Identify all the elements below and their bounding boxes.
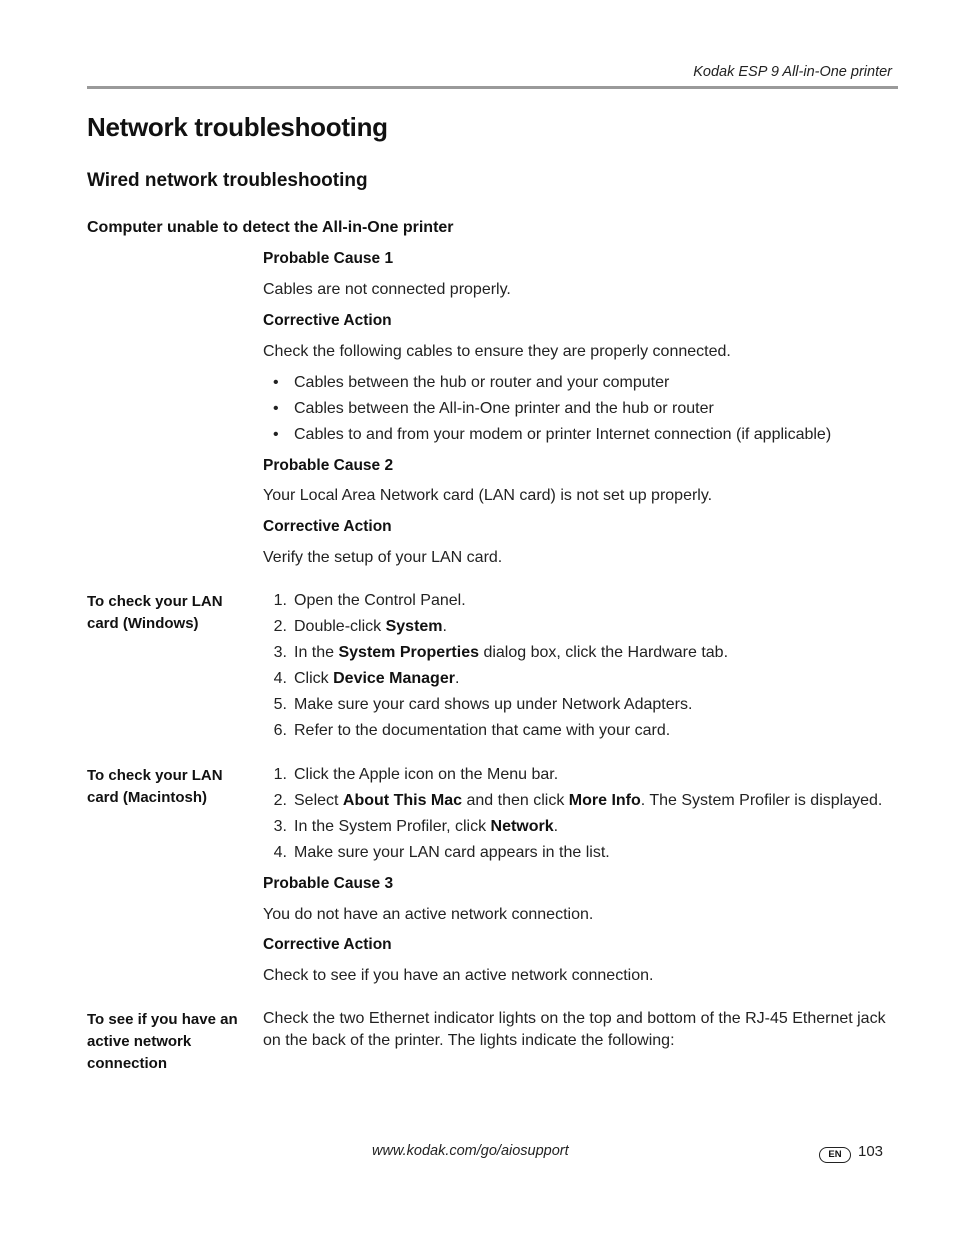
ui-term: More Info: [568, 792, 641, 809]
problem-title: Computer unable to detect the All-in-One printer: [87, 219, 454, 236]
mac-side-label: To check your LAN card (Macintosh): [87, 767, 223, 806]
cause3-label: Probable Cause 3: [263, 875, 394, 892]
bullet-text: Cables to and from your modem or printer Internet connection (if applicable): [294, 426, 832, 443]
cause2-text: Your Local Area Network card (LAN card) is not set up properly.: [263, 487, 713, 504]
bullet-mark: •: [273, 426, 279, 443]
language-badge: EN: [819, 1147, 851, 1163]
page-title: Network troubleshooting: [87, 112, 388, 142]
ui-term: System: [385, 618, 443, 635]
ui-term: System Properties: [338, 644, 479, 661]
cause3-action-text: Check to see if you have an active network connection.: [263, 967, 654, 984]
bullet-mark: •: [273, 400, 279, 417]
active-side-label: To see if you have an active network connection: [87, 1011, 238, 1072]
step-number: 6.: [273, 722, 287, 739]
step-text: Click Device Manager.: [294, 670, 460, 687]
step-number: 1.: [273, 766, 287, 783]
step-text: Make sure your LAN card appears in the list.: [294, 844, 610, 861]
ui-term: Device Manager: [333, 670, 455, 687]
running-header-title: Kodak ESP 9 All-in-One printer: [693, 64, 892, 80]
ui-term: About This Mac: [342, 792, 463, 809]
step-number: 4.: [273, 844, 287, 861]
bullet-mark: •: [273, 374, 279, 391]
active-check-paragraph: Check the two Ethernet indicator lights on the top and bottom of the RJ-45 Ethernet jack on the back of the printer. The lights indicate the following:: [263, 1010, 886, 1049]
step-text: Click the Apple icon on the Menu bar.: [294, 766, 559, 783]
step-number: 1.: [273, 592, 287, 609]
cause2-action-text: Verify the setup of your LAN card.: [263, 549, 503, 566]
bullet-text: Cables between the hub or router and your computer: [294, 374, 670, 391]
footer-support-url: www.kodak.com/go/aiosupport: [372, 1143, 569, 1159]
ui-term: Network: [490, 818, 554, 835]
step-number: 4.: [273, 670, 287, 687]
header-divider: [87, 86, 898, 89]
step-number: 3.: [273, 644, 287, 661]
step-number: 2.: [273, 792, 287, 809]
step-text: In the System Properties dialog box, click the Hardware tab.: [294, 644, 729, 661]
section-title: Wired network troubleshooting: [87, 170, 368, 191]
cause3-text: You do not have an active network connection.: [263, 906, 594, 923]
step-text: Select About This Mac and then click More Info. The System Profiler is displayed.: [294, 792, 883, 809]
windows-side-label: To check your LAN card (Windows): [87, 593, 223, 632]
page-number: 103: [858, 1143, 884, 1160]
cause2-action-label: Corrective Action: [263, 518, 392, 535]
cause1-label: Probable Cause 1: [263, 250, 394, 267]
cause1-action-text: Check the following cables to ensure they are properly connected.: [263, 343, 731, 360]
cause1-text: Cables are not connected properly.: [263, 281, 511, 298]
step-text: Open the Control Panel.: [294, 592, 466, 609]
cause2-label: Probable Cause 2: [263, 457, 394, 474]
step-number: 3.: [273, 818, 287, 835]
step-number: 2.: [273, 618, 287, 635]
step-text: Refer to the documentation that came with your card.: [294, 722, 671, 739]
step-number: 5.: [273, 696, 287, 713]
bullet-text: Cables between the All-in-One printer and the hub or router: [294, 400, 714, 417]
cause3-action-label: Corrective Action: [263, 936, 392, 953]
step-text: Make sure your card shows up under Network Adapters.: [294, 696, 693, 713]
step-text: In the System Profiler, click Network.: [294, 818, 559, 835]
step-text: Double-click System.: [294, 618, 447, 635]
cause1-action-label: Corrective Action: [263, 312, 392, 329]
